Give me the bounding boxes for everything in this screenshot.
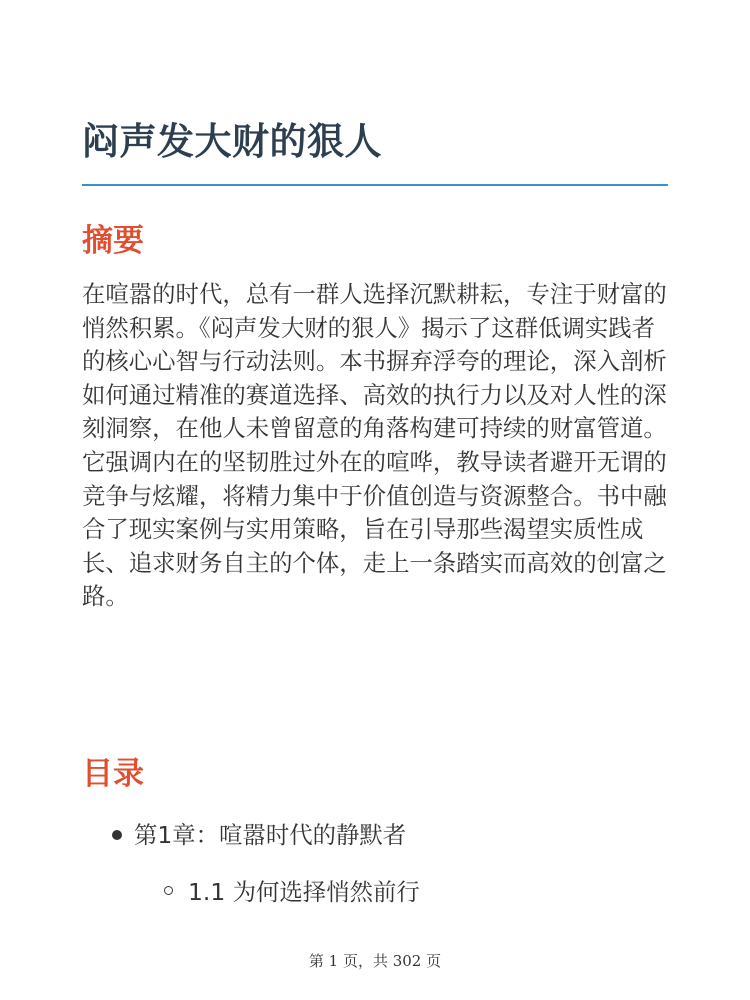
toc-heading: 目录 — [82, 756, 144, 792]
bullet-circle-icon — [164, 886, 173, 895]
toc-item-section-1-1[interactable]: 1.1 为何选择悄然前行 — [188, 878, 420, 906]
document-title: 闷声发大财的狠人 — [82, 120, 382, 163]
page-indicator: 第 1 页，共 302 页 — [308, 952, 442, 970]
summary-paragraph: 在喧嚣的时代，总有一群人选择沉默耕耘，专注于财富的悄然积累。《闷声发大财的狠人》揭示了这群低调实践者的核心心智与行动法则。本书摒弃浮夸的理论，深入剖析如何通过精准的赛道选择、高效的执行力以及对人性的深刻洞察，在他人未曾留意的角落构建可持续的财富管道。它强调内在的坚韧胜过外在的喧哗，教导读者避开无谓的竞争与炫耀，将精力集中于价值创造与资源整合。书中融合了现实案例与实用策略，旨在引导那些渴望实质性成长、追求财务自主的个体，走上一条踏实而高效的创富之路。 — [82, 280, 667, 611]
title-divider — [82, 184, 668, 186]
summary-heading: 摘要 — [82, 223, 144, 259]
toc-item-chapter-1[interactable]: 第1章：喧嚣时代的静默者 — [134, 821, 407, 849]
bullet-disc-icon — [112, 830, 122, 840]
